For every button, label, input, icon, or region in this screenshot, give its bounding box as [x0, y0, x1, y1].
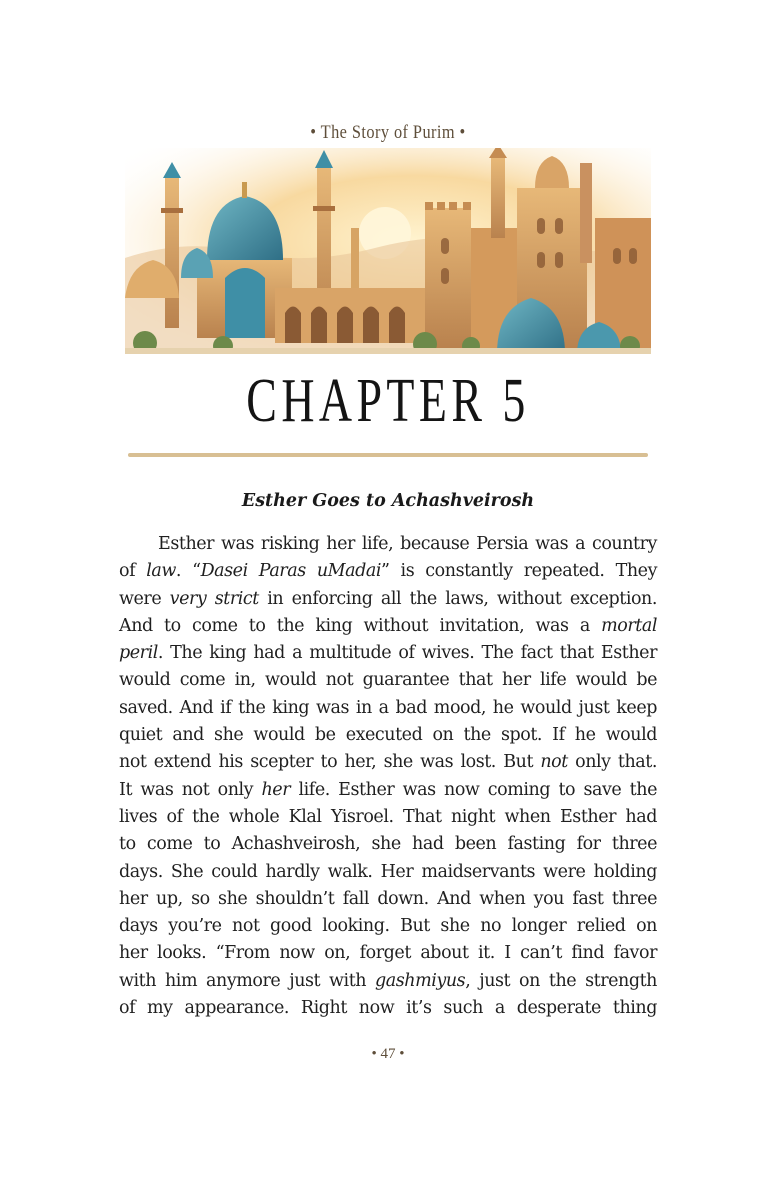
italic-text: peril: [119, 643, 158, 664]
body-text: [119, 531, 657, 1022]
text-run: . The king had a multitude of wives. The fact that Esther: [157, 643, 657, 664]
text-run: . “: [175, 561, 201, 582]
text-run: not extend his scepter to her, she was lost. But: [119, 752, 541, 773]
body-line: [119, 804, 657, 831]
running-head: • The Story of Purim •: [310, 122, 466, 143]
body-line: [119, 777, 657, 804]
text-run: saved. And if the king was in a bad mood, he would just keep: [119, 697, 657, 718]
body-line: [119, 695, 657, 722]
body-line: [119, 859, 657, 886]
text-run: And to come to the king without invitation, was a: [119, 615, 602, 636]
body-line: [119, 749, 657, 776]
italic-text: her: [261, 779, 291, 800]
text-run: life. Esther was now coming to save the: [290, 779, 657, 800]
text-run: days you’re not good looking. But she no longer relied on: [119, 916, 657, 937]
title-divider: [128, 453, 648, 457]
body-line: [119, 531, 657, 558]
section-heading: Esther Goes to Achashveirosh: [241, 491, 535, 511]
body-line: [119, 940, 657, 967]
city-illustration: [125, 148, 651, 354]
text-run: , just on the strength: [465, 970, 657, 991]
body-line: [119, 913, 657, 940]
text-run: Esther was risking her life, because Persia was a country: [158, 534, 657, 554]
chapter-title: CHAPTER 5: [246, 367, 530, 435]
text-run: quiet and she would be executed on the spot. If he would: [119, 725, 657, 746]
body-line: [119, 667, 657, 694]
body-line: [119, 995, 657, 1022]
page-number: • 47 •: [371, 1046, 405, 1062]
text-run: ” is constantly repeated. They: [380, 561, 658, 582]
text-run: It was not only: [119, 779, 262, 800]
text-run: days. She could hardly walk. Her maidservants were holding: [119, 861, 657, 882]
body-line: [119, 722, 657, 749]
text-run: with him anymore just with: [119, 970, 376, 991]
body-line: [119, 886, 657, 913]
text-run: to come to Achashveirosh, she had been fasting for three: [119, 834, 657, 855]
text-run: of: [119, 561, 147, 582]
italic-text: very strict: [169, 588, 259, 609]
italic-text: gashmiyus: [375, 970, 466, 991]
italic-text: not: [540, 752, 568, 773]
text-run: her up, so she shouldn’t fall down. And when you fast three: [119, 888, 657, 909]
text-run: would come in, would not guarantee that her life would be: [119, 670, 657, 691]
italic-text: mortal: [601, 615, 657, 636]
persian-city-image: [125, 148, 651, 354]
body-line: [119, 831, 657, 858]
body-line: [119, 968, 657, 995]
body-line: [119, 613, 657, 640]
text-run: of my appearance. Right now it’s such a desperate thing: [119, 998, 657, 1019]
body-line: [119, 558, 657, 585]
text-run: in enforcing all the laws, without exception.: [258, 588, 657, 609]
text-run: only that.: [567, 752, 657, 773]
italic-text: Dasei Paras uMadai: [200, 561, 381, 582]
text-run: were: [119, 588, 170, 609]
body-line: [119, 586, 657, 613]
text-run: lives of the whole Klal Yisroel. That night when Esther had: [119, 806, 657, 827]
text-run: her looks. “From now on, forget about it. I can’t find favor: [119, 943, 657, 964]
italic-text: law: [146, 561, 176, 582]
body-line: [119, 640, 657, 667]
